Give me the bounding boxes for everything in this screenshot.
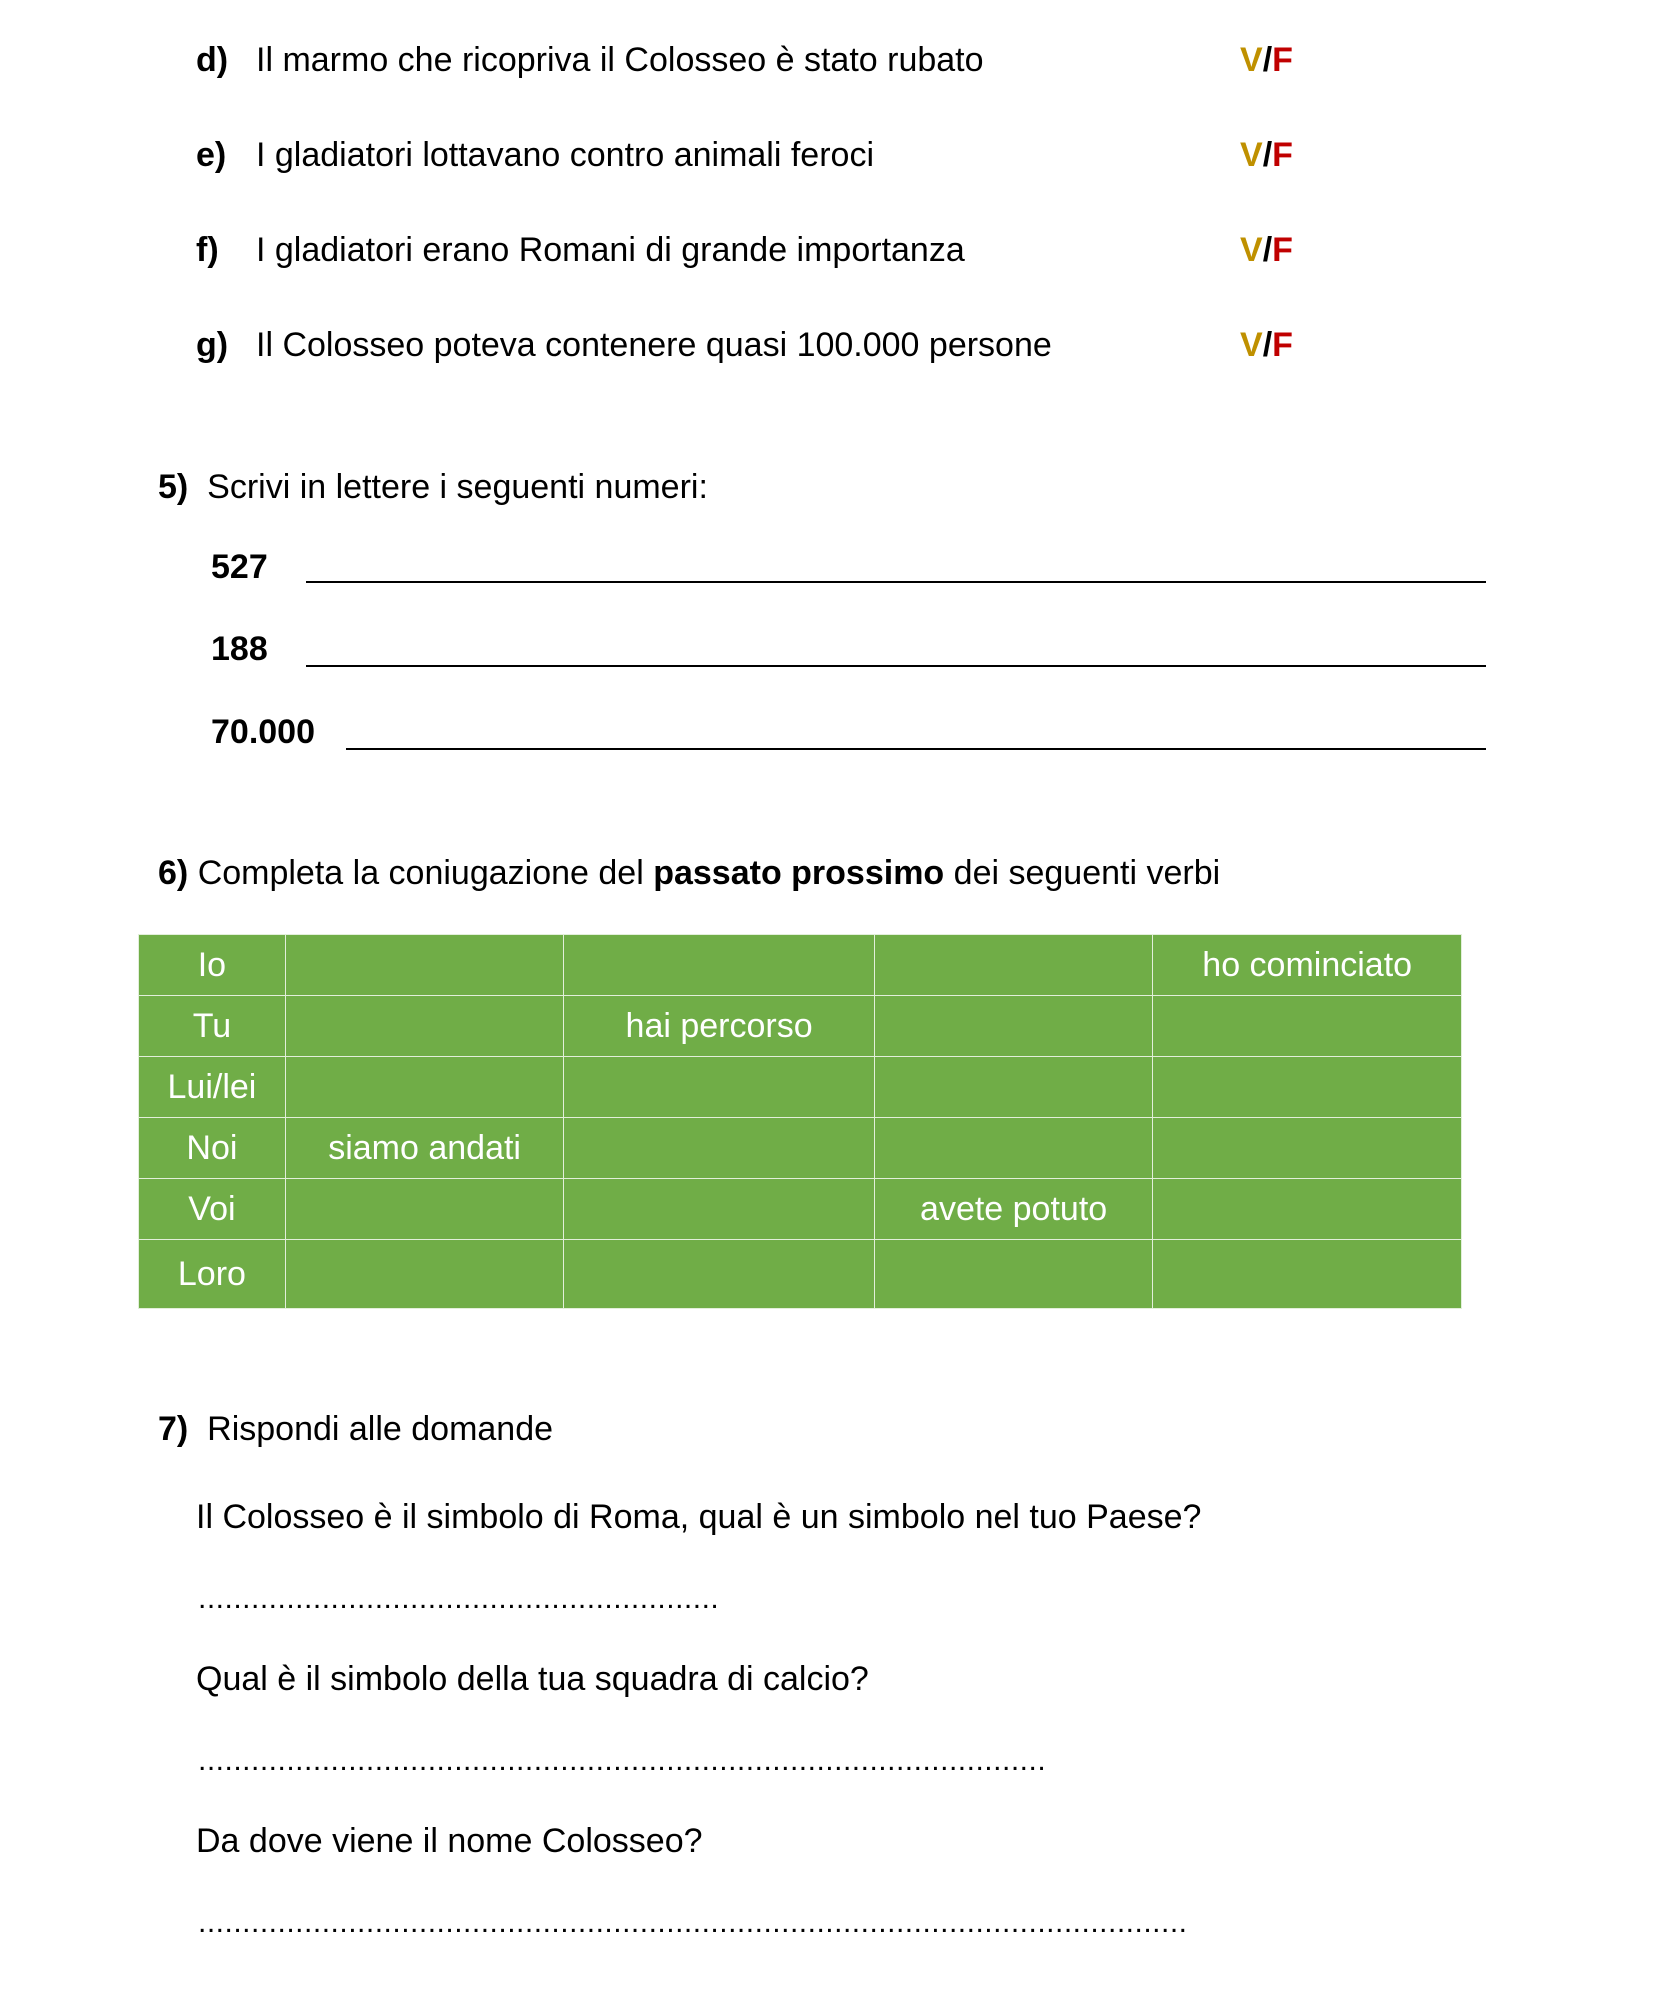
verb-cell[interactable]: hai percorso	[564, 996, 875, 1057]
table-row	[139, 1057, 1462, 1118]
number-row-527	[0, 547, 1654, 591]
item-text: I gladiatori lottavano contro animali feroci	[256, 136, 874, 174]
separator: /	[1262, 41, 1273, 79]
conjugation-table	[138, 934, 1462, 1309]
section-title-bold: passato prossimo	[653, 854, 945, 892]
true-option[interactable]: V	[1240, 326, 1263, 364]
section-5-heading	[158, 467, 708, 507]
tf-item-e	[0, 135, 1654, 175]
question-2: Qual è il simbolo della tua squadra di calcio?	[196, 1660, 869, 1698]
question-3: Da dove viene il nome Colosseo?	[196, 1822, 703, 1860]
answer-dots-3[interactable]: ................................................................................................................	[198, 1906, 1188, 1939]
verb-cell[interactable]: siamo andati	[285, 1118, 564, 1179]
table-row	[139, 1240, 1462, 1309]
true-option[interactable]: V	[1240, 231, 1263, 269]
false-option[interactable]: F	[1272, 326, 1293, 364]
verb-cell[interactable]	[564, 1179, 875, 1240]
section-title-end: dei seguenti verbi	[953, 854, 1221, 892]
section-number: 6)	[158, 854, 189, 892]
pronoun-cell: Noi	[139, 1118, 286, 1179]
true-false-choice[interactable]	[1240, 135, 1293, 175]
verb-cell[interactable]	[874, 1118, 1153, 1179]
true-false-choice[interactable]	[1240, 325, 1293, 365]
pronoun-cell: Lui/lei	[139, 1057, 286, 1118]
item-letter: f)	[196, 231, 219, 269]
verb-cell[interactable]	[285, 1179, 564, 1240]
verb-cell[interactable]	[1153, 1118, 1462, 1179]
section-6-heading	[158, 853, 1220, 893]
table-row	[139, 996, 1462, 1057]
separator: /	[1262, 326, 1273, 364]
answer-dots-1[interactable]: ...........................................................	[198, 1582, 720, 1615]
section-7-heading	[158, 1409, 553, 1449]
verb-cell[interactable]: ho cominciato	[1153, 935, 1462, 996]
true-option[interactable]: V	[1240, 41, 1263, 79]
true-option[interactable]: V	[1240, 136, 1263, 174]
verb-cell[interactable]	[874, 1057, 1153, 1118]
pronoun-cell: Loro	[139, 1240, 286, 1309]
verb-cell[interactable]	[1153, 1179, 1462, 1240]
verb-cell[interactable]	[1153, 1240, 1462, 1309]
section-title-start: Completa la coniugazione del	[197, 854, 644, 892]
answer-line[interactable]	[306, 665, 1486, 667]
verb-cell[interactable]	[285, 996, 564, 1057]
table-row	[139, 935, 1462, 996]
verb-cell[interactable]	[564, 935, 875, 996]
number-label: 527	[211, 548, 268, 586]
question-1: Il Colosseo è il simbolo di Roma, qual è un simbolo nel tuo Paese?	[196, 1498, 1202, 1536]
tf-item-f	[0, 230, 1654, 270]
verb-cell[interactable]	[285, 935, 564, 996]
pronoun-cell: Tu	[139, 996, 286, 1057]
true-false-choice[interactable]	[1240, 230, 1293, 270]
pronoun-cell: Voi	[139, 1179, 286, 1240]
item-letter: d)	[196, 41, 229, 79]
answer-line[interactable]	[306, 581, 1486, 583]
verb-cell[interactable]	[285, 1057, 564, 1118]
table-row	[139, 1179, 1462, 1240]
verb-cell[interactable]	[285, 1240, 564, 1309]
number-row-70000	[0, 712, 1654, 756]
verb-cell[interactable]	[1153, 1057, 1462, 1118]
true-false-choice[interactable]	[1240, 40, 1293, 80]
verb-cell[interactable]	[874, 1240, 1153, 1309]
number-label: 188	[211, 630, 268, 668]
verb-cell[interactable]	[564, 1057, 875, 1118]
section-number: 5)	[158, 468, 189, 506]
separator: /	[1262, 136, 1273, 174]
pronoun-cell: Io	[139, 935, 286, 996]
verb-cell[interactable]	[874, 996, 1153, 1057]
item-text: Il marmo che ricopriva il Colosseo è stato rubato	[256, 41, 984, 79]
tf-item-g	[0, 325, 1654, 365]
answer-line[interactable]	[346, 748, 1486, 750]
verb-cell[interactable]	[1153, 996, 1462, 1057]
verb-cell[interactable]	[564, 1118, 875, 1179]
false-option[interactable]: F	[1272, 41, 1293, 79]
item-letter: g)	[196, 326, 229, 364]
section-title: Rispondi alle domande	[207, 1410, 554, 1448]
section-title: Scrivi in lettere i seguenti numeri:	[207, 468, 708, 506]
number-label: 70.000	[211, 713, 315, 751]
false-option[interactable]: F	[1272, 136, 1293, 174]
answer-dots-2[interactable]: ................................................................................................	[198, 1744, 1047, 1777]
item-text: Il Colosseo poteva contenere quasi 100.000 persone	[256, 326, 1052, 364]
verb-cell[interactable]	[874, 935, 1153, 996]
tf-item-d	[0, 40, 1654, 80]
verb-cell[interactable]: avete potuto	[874, 1179, 1153, 1240]
separator: /	[1262, 231, 1273, 269]
verb-cell[interactable]	[564, 1240, 875, 1309]
item-letter: e)	[196, 136, 227, 174]
item-text: I gladiatori erano Romani di grande importanza	[256, 231, 965, 269]
number-row-188	[0, 629, 1654, 673]
table-row	[139, 1118, 1462, 1179]
section-number: 7)	[158, 1410, 189, 1448]
false-option[interactable]: F	[1272, 231, 1293, 269]
